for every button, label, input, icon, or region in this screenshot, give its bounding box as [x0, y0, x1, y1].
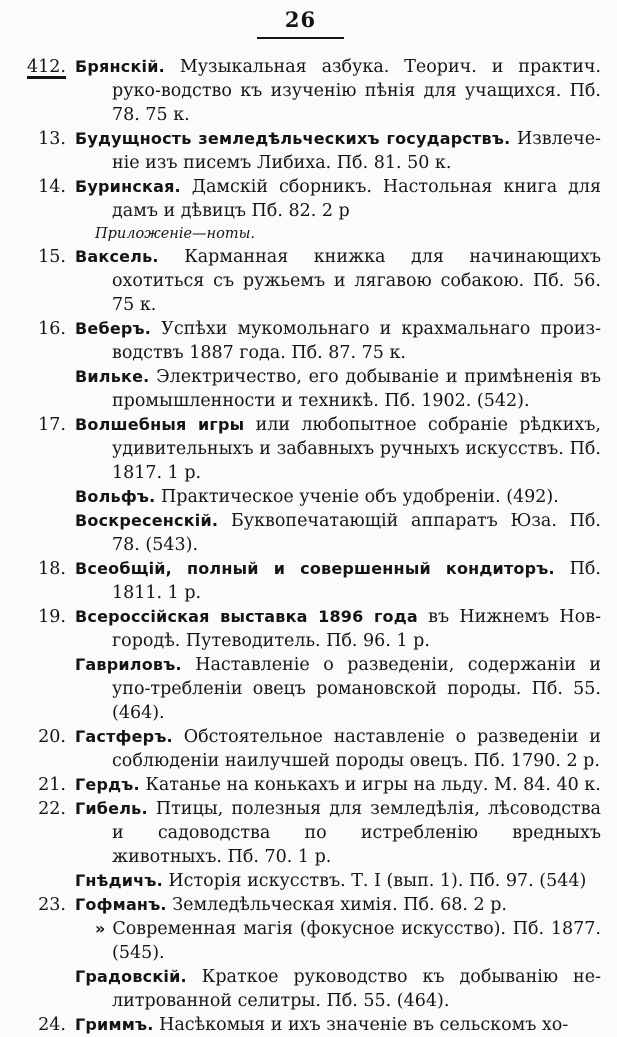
entry-text: Извлече-ніе изъ писемъ Либиха. Пб. 81. 50 к. — [112, 129, 601, 173]
entry-text: Электричество, его добываніе и примѣненія въ промышленности и техникѣ. Пб. 1902. (542). — [112, 367, 601, 411]
entry-author: Всеобщій, полный и совершенный кондиторъ. — [75, 559, 555, 578]
entry-number: 412. — [27, 57, 66, 77]
entry-text: Успѣхи мукомольнаго и крахмальнаго произ-водствъ 1887 года. Пб. 87. 75 к. — [112, 319, 601, 363]
entry-author: Всероссійская выставка 1896 года — [75, 607, 418, 626]
catalog-entry — [0, 485, 601, 509]
catalog-entry — [0, 965, 601, 1013]
entry-text: Краткое руководство къ добыванію не-литрованной селитры. Пб. 55. (464). — [112, 967, 601, 1011]
catalog-entry — [0, 317, 601, 365]
entry-author: Веберъ. — [75, 319, 152, 338]
entry-text: Насѣкомыя и ихъ значеніе въ сельскомъ хо- — [159, 1015, 569, 1035]
catalog-entry — [0, 557, 601, 605]
entry-author: Вильке. — [75, 367, 150, 386]
entry-number: 22. — [38, 799, 66, 819]
entry-author: Градовскій. — [75, 967, 187, 986]
catalog-entry — [0, 917, 601, 965]
catalog-entry — [0, 127, 601, 175]
entry-text: въ Нижнемъ Нов-городѣ. Путеводитель. Пб. 96. 1 р. — [112, 607, 601, 651]
entry-number: 13. — [38, 129, 66, 149]
entry-author: Волшебныя игры — [75, 415, 245, 434]
catalog-entry — [0, 773, 601, 797]
catalog-entry — [0, 175, 601, 223]
catalog-entry — [0, 509, 601, 557]
entry-number: 19. — [38, 607, 66, 627]
entry-author: Воскресенскій. — [75, 511, 219, 530]
entry-number: 21. — [38, 775, 66, 795]
entry-number: 17. — [38, 415, 66, 435]
catalog-entry — [0, 605, 601, 653]
entry-author: Гердъ. — [75, 775, 140, 794]
entry-text: или любопытное собраніе рѣдкихъ, удивительныхъ и забавныхъ ручныхъ искусствъ. Пб. 1817. 1 р. — [112, 415, 601, 483]
entry-text: Катанье на конькахъ и игры на льду. М. 84. 40 к. — [145, 775, 601, 795]
entry-text: Птицы, полезныя для земледѣлія, лѣсоводства и садоводства по истребленію вредныхъ животныхъ. Пб. 70. 1 р. — [112, 799, 601, 867]
entry-text: Исторія искусствъ. Т. I (вып. 1). Пб. 97. (544) — [168, 871, 587, 891]
entry-author: Гастферъ. — [75, 727, 173, 746]
entry-number: 23. — [38, 895, 66, 915]
entry-number: 15. — [38, 247, 66, 267]
entry-author: Гнѣдичъ. — [75, 871, 163, 890]
catalog-entry — [0, 725, 601, 773]
catalog-entry — [0, 797, 601, 869]
entry-author: Вольфъ. — [75, 487, 156, 506]
entry-text: Наставленіе о разведеніи, содержаніи и упо-требленіи овецъ романовской породы. Пб. 55. (464). — [112, 655, 601, 723]
entry-text: Земледѣльческая химія. Пб. 68. 2 р. — [172, 895, 507, 915]
page-number: 26 — [257, 8, 344, 39]
entry-author: Ваксель. — [75, 247, 159, 266]
entry-text: Карманная книжка для начинающихъ охотиться съ ружьемъ и лягавою собакою. Пб. 56. 75 к. — [112, 247, 601, 315]
entry-author: Гриммъ. — [75, 1015, 154, 1034]
entry-number: 16. — [38, 319, 66, 339]
entry-number: 14. — [38, 177, 66, 197]
entry-author: Буринская. — [75, 177, 181, 196]
entry-author: Будущность земледѣльческихъ государствъ. — [75, 129, 511, 148]
entry-number: 24. — [38, 1015, 66, 1035]
entry-author: Брянскій. — [75, 57, 165, 76]
entry-text: Музыкальная азбука. Теорич. и практич. руко-водство къ изученію пѣнія для учащихся. Пб. 78. 75 к. — [112, 57, 601, 125]
entry-text: Дамскій сборникъ. Настольная книга для дамъ и дѣвицъ Пб. 82. 2 р — [112, 177, 601, 221]
catalog-entry — [0, 365, 601, 413]
catalog-entry — [0, 55, 601, 127]
catalog-entry — [0, 245, 601, 317]
catalog-entry — [0, 893, 601, 917]
entry-text: Современная магія (фокусное искусство). Пб. 1877. (545). — [112, 919, 601, 963]
catalog-entry — [0, 653, 601, 725]
entry-text: Обстоятельное наставленіе о разведеніи и соблюденіи наилучшей породы овецъ. Пб. 1790. 2 р. — [112, 727, 601, 771]
entry-number: 18. — [38, 559, 66, 579]
ditto-mark: » — [95, 919, 106, 938]
entry-author: Гавриловъ. — [75, 655, 182, 674]
entry-text: Буквопечатающій аппаратъ Юза. Пб. 78. (543). — [112, 511, 601, 555]
catalog-entry — [0, 413, 601, 485]
page-header — [0, 8, 601, 39]
entry-author: Гибель. — [75, 799, 148, 818]
entry-author: Гофманъ. — [75, 895, 167, 914]
entry-text: Пб. 1811. 1 р. — [112, 559, 601, 603]
entry-note: Приложеніе—ноты. — [95, 226, 256, 242]
entry-number: 20. — [38, 727, 66, 747]
entry-text: Практическое ученіе объ удобреніи. (492). — [160, 487, 559, 507]
catalog-entry — [0, 869, 601, 893]
catalog-entry — [0, 1013, 601, 1037]
